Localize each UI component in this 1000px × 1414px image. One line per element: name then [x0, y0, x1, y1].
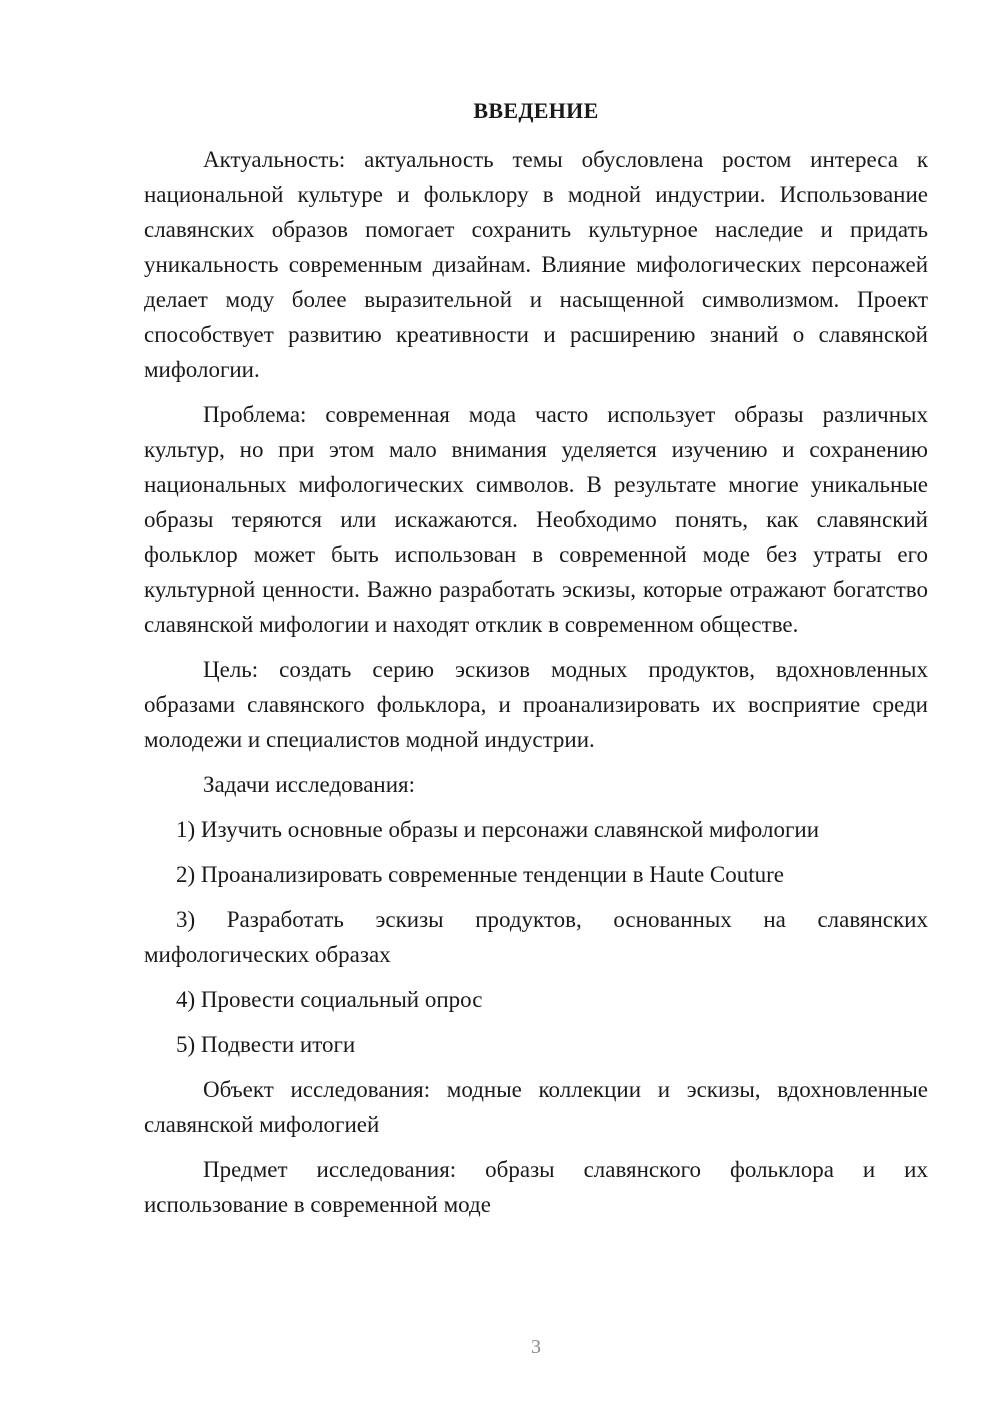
goal-paragraph: Цель: создать серию эскизов модных продуктов, вдохновленных образами славянского фольклора, и проанализировать их восприятие среди молодежи и специалистов модной индустрии.	[144, 657, 928, 752]
task-item-1: 1) Изучить основные образы и персонажи славянской мифологии	[176, 817, 820, 842]
task-item-5: 5) Подвести итоги	[176, 1032, 356, 1057]
relevance-paragraph: Актуальность: актуальность темы обусловлена ростом интереса к национальной культуре и фольклору в модной индустрии. Использование славянских образов помогает сохранить культурное наследие и придать уникальность современным дизайнам. Влияние мифологических персонажей делает моду более выразительной и насыщенной символизмом. Проект способствует развитию креативности и расширению знаний о славянской мифологии.	[144, 147, 928, 382]
task-item-3: 3) Разработать эскизы продуктов, основанных на славянских мифологических образах	[144, 907, 928, 967]
document-body	[144, 142, 928, 1232]
task-item-2: 2) Проанализировать современные тенденции в Haute Couture	[176, 862, 784, 887]
page-number: 3	[531, 1336, 541, 1358]
tasks-heading: Задачи исследования:	[203, 772, 416, 797]
object-paragraph: Объект исследования: модные коллекции и эскизы, вдохновленные славянской мифологией	[144, 1077, 928, 1137]
problem-paragraph: Проблема: современная мода часто использует образы различных культур, но при этом мало внимания уделяется изучению и сохранению национальных мифологических символов. В результате многие уникальные образы теряются или искажаются. Необходимо понять, как славянский фольклор может быть использован в современной моде без утраты его культурной ценности. Важно разработать эскизы, которые отражают богатство славянской мифологии и находят отклик в современном обществе.	[144, 402, 928, 637]
tasks-list	[144, 812, 928, 1062]
task-item-4: 4) Провести социальный опрос	[176, 987, 483, 1012]
page-title: ВВЕДЕНИЕ	[473, 98, 599, 123]
subject-paragraph: Предмет исследования: образы славянского фольклора и их использование в современной моде	[144, 1157, 928, 1217]
